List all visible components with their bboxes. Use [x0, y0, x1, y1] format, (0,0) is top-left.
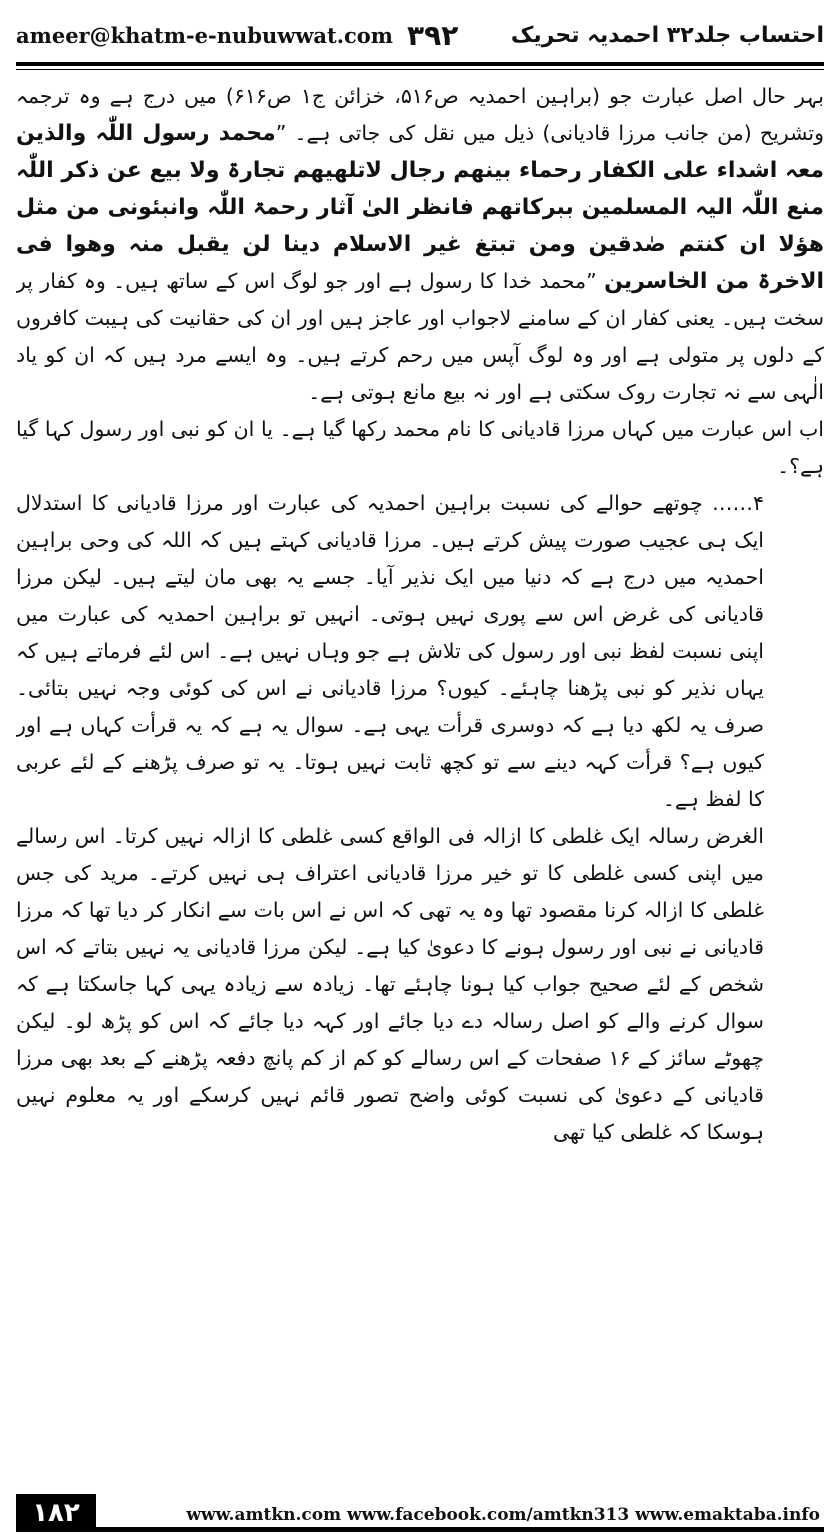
header-rule-thick	[16, 62, 824, 66]
footer-links[interactable]: www.amtkn.com www.facebook.com/amtkn313 www.emaktaba.info	[186, 1505, 820, 1525]
footer-page-number: ۱۸۲	[16, 1494, 96, 1532]
paragraph-3-text: چوتھے حوالے کی نسبت براہین احمدیہ کی عبارت اور مرزا قادیانی کا استدلال ایک ہی عجیب صورت پیش کرتے ہیں۔ مرزا قادیانی کہتے ہیں کہ اللہ کی وحی براہین احمدیہ میں درج ہے کہ دنیا میں ایک نذیر آیا۔ جسے یہ بھی مان لیتے ہیں۔ لیکن مرزا قادیانی کی غرض اس سے پوری نہیں ہوتی۔ انہیں تو براہین احمدیہ کی عبارت میں اپنی نسبت لفظ نبی اور رسول کی تلاش ہے جو وہاں نہیں ہے۔ اس لئے فرماتے ہیں کہ یہاں نذیر کو نبی پڑھنا چاہئے۔ کیوں؟ مرزا قادیانی نے اس کی کوئی وجہ نہیں بتائی۔ صرف یہ لکھ دیا ہے کہ دوسری قرأت یہی ہے۔ سوال یہ ہے کہ یہ قرأت کہاں ہے اور کیوں ہے؟ قرأت کہہ دینے سے تو کچھ ثابت نہیں ہوتا۔ یہ تو صرف پڑھنے کے لئے عربی کا لفظ ہے۔	[16, 491, 764, 811]
header-book-title: احتساب جلد۳۲ احمدیہ تحریک	[510, 22, 824, 48]
header-left	[16, 19, 458, 52]
paragraph-3	[16, 485, 824, 818]
header-rule-thin	[16, 69, 824, 70]
header-email[interactable]: ameer@khatm-e-nubuwwat.com	[16, 22, 394, 48]
page-body	[16, 78, 824, 1484]
page-footer	[16, 1494, 824, 1532]
paragraph-4: الغرض رسالہ ایک غلطی کا ازالہ فی الواقع کسی غلطی کا ازالہ نہیں کرتا۔ اس رسالے میں اپنی کسی غلطی کا تو خیر مرزا قادیانی اعتراف ہی نہیں کرتے۔ مرید کی جس غلطی کا ازالہ کرنا مقصود تھا وہ یہ تھی کہ اس نے اس بات سے انکار کر دیا تھا کہ مرزا قادیانی نے نبی اور رسول ہونے کا دعویٰ کیا ہے۔ لیکن مرزا قادیانی یہ نہیں بتاتے کہ اس شخص کے لئے صحیح جواب کیا ہونا چاہئے تھا۔ زیادہ سے زیادہ یہی کہا جاسکتا ہے کہ سوال کرنے والے کو اصل رسالہ دے دیا جائے اور کہہ دیا جائے کہ اس کو پڑھ لو۔ لیکن چھوٹے سائز کے ۱۶ صفحات کے اس رسالے کو کم از کم پانچ دفعہ پڑھنے کے بعد بھی مرزا قادیانی کے دعویٰ کی نسبت کوئی واضح تصور قائم نہیں کرسکے اور یہ معلوم نہیں ہوسکا کہ غلطی کیا تھی	[16, 824, 764, 1144]
header-page-number: ۳۹۲	[407, 18, 459, 52]
paragraph-1	[16, 78, 824, 411]
paragraph-1-intro: بہر حال اصل عبارت جو (براہین احمدیہ ص۵۱۶، خزائن ج۱ ص۶۱۶) میں درج ہے وہ ترجمہ وتشریح (من جانب مرزا قادیانی) ذیل میں نقل کی جاتی ہے۔ ”	[16, 84, 824, 145]
arabic-quotation: محمد رسول اللّٰہ والذین معہ اشداء علی الکفار رحماء بینھم رجال لاتلھیھم تجارۃ ولا بیع عن ذکر اللّٰہ منع اللّٰہ الیہ المسلمین ببرکاتھم فانظر الیٰ آثار رحمۃ اللّٰہ وانبئونی من مثل ھؤلا ان کنتم صٰدقین ومن تبتغ غیر الاسلام دینا لن یقبل منہ وھوا فی الاخرۃ من الخاسرین	[16, 121, 824, 294]
footer-links-wrap	[96, 1494, 824, 1532]
paragraph-3-marker: ۴……	[711, 491, 764, 515]
footer-rule	[96, 1527, 824, 1532]
paragraph-1-translation: ”محمد خدا کا رسول ہے اور جو لوگ اس کے ساتھ ہیں۔ وہ کفار پر سخت ہیں۔ یعنی کفار ان کے سامنے لاجواب اور عاجز ہیں اور ان کی حقانیت کی ہیبت کافروں کے دلوں پر متولی ہے اور وہ لوگ آپس میں رحم کرتے ہیں۔ وہ ایسے مرد ہیں کہ ان کو یاد الٰہی سے نہ تجارت روک سکتی ہے اور نہ بیع مانع ہوتی ہے۔	[16, 269, 824, 404]
paragraph-2: اب اس عبارت میں کہاں مرزا قادیانی کا نام محمد رکھا گیا ہے۔ یا ان کو نبی اور رسول کہا گیا ہے؟۔	[16, 417, 824, 478]
page-header	[16, 14, 824, 56]
